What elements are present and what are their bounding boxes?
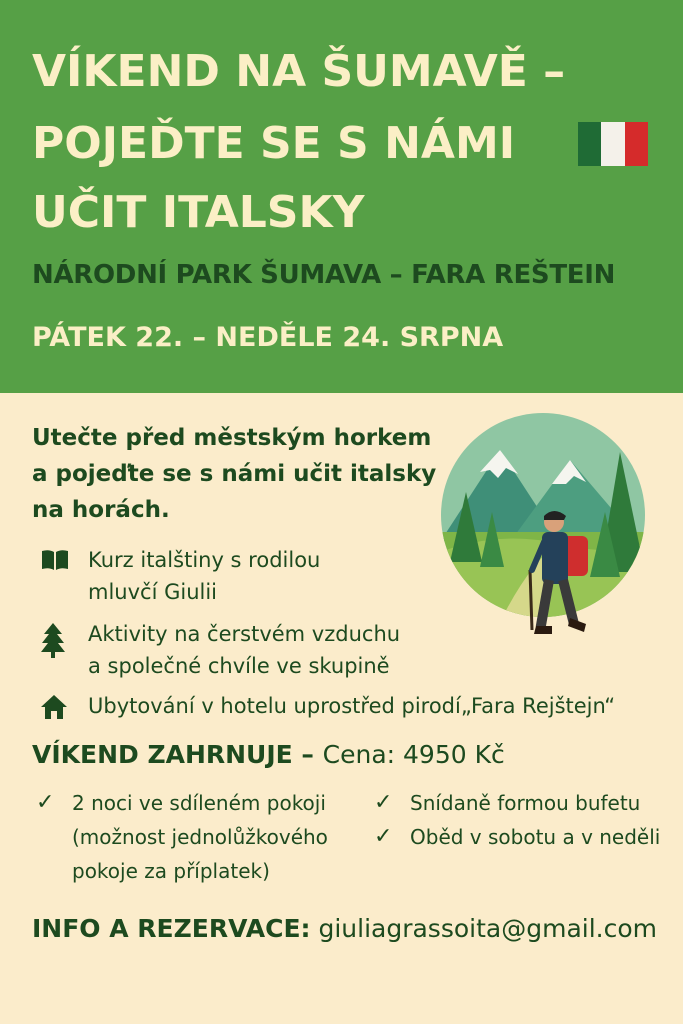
contact-label: INFO A REZERVACE: [32, 914, 311, 943]
feature-item-course [40, 544, 320, 608]
contact-info [32, 914, 657, 943]
intro-line: Utečte před městským horkem [32, 425, 432, 451]
included-title: VÍKEND ZAHRNUJE – [32, 740, 314, 769]
check-icon: ✓ [374, 824, 393, 849]
house-icon [40, 690, 88, 720]
event-date: PÁTEK 22. – NEDĚLE 24. SRPNA [32, 322, 504, 353]
feature-text: a společné chvíle ve skupině [88, 654, 390, 678]
included-text: pokoje za příplatek) [72, 859, 270, 883]
check-icon: ✓ [36, 790, 55, 815]
tree-icon [40, 618, 88, 648]
title-line-1: VÍKEND NA ŠUMAVĚ – [32, 46, 566, 97]
intro-line: a pojeďte se s námi učit italsky [32, 461, 437, 487]
feature-text: Ubytování v hotelu uprostřed pirodí„Fara Rejštejn“ [88, 694, 616, 718]
book-icon [40, 544, 88, 574]
included-text: Snídaně formou bufetu [410, 791, 641, 815]
included-text: Oběd v sobotu a v neděli [410, 825, 661, 849]
price-label: Cena: 4950 Kč [322, 740, 505, 769]
italian-flag-icon [578, 122, 648, 166]
intro-text [32, 420, 462, 528]
included-section-title [32, 740, 505, 769]
included-item-accommodation [36, 786, 328, 888]
location-subtitle: NÁRODNÍ PARK ŠUMAVA – FARA REŠTEIN [32, 260, 616, 290]
title-line-2: POJEĎTE SE S NÁMI [32, 118, 516, 169]
feature-item-activities [40, 618, 400, 682]
title-line-3: UČIT ITALSKY [32, 187, 365, 238]
hiker-mountain-illustration [440, 412, 650, 644]
included-item-lunch [374, 820, 660, 854]
feature-text: Aktivity na čerstvém vzduchu [88, 622, 401, 646]
intro-line: na horách. [32, 497, 170, 523]
included-text: (možnost jednolůžkového [72, 825, 328, 849]
feature-item-accommodation [40, 690, 615, 722]
contact-email-link[interactable]: giuliagrassoita@gmail.com [318, 914, 657, 943]
feature-text: mluvčí Giulii [88, 580, 218, 604]
included-item-breakfast [374, 786, 640, 820]
feature-text: Kurz italštiny s rodilou [88, 548, 321, 572]
header-banner [0, 0, 683, 393]
check-icon: ✓ [374, 790, 393, 815]
included-text: 2 noci ve sdíleném pokoji [72, 791, 326, 815]
